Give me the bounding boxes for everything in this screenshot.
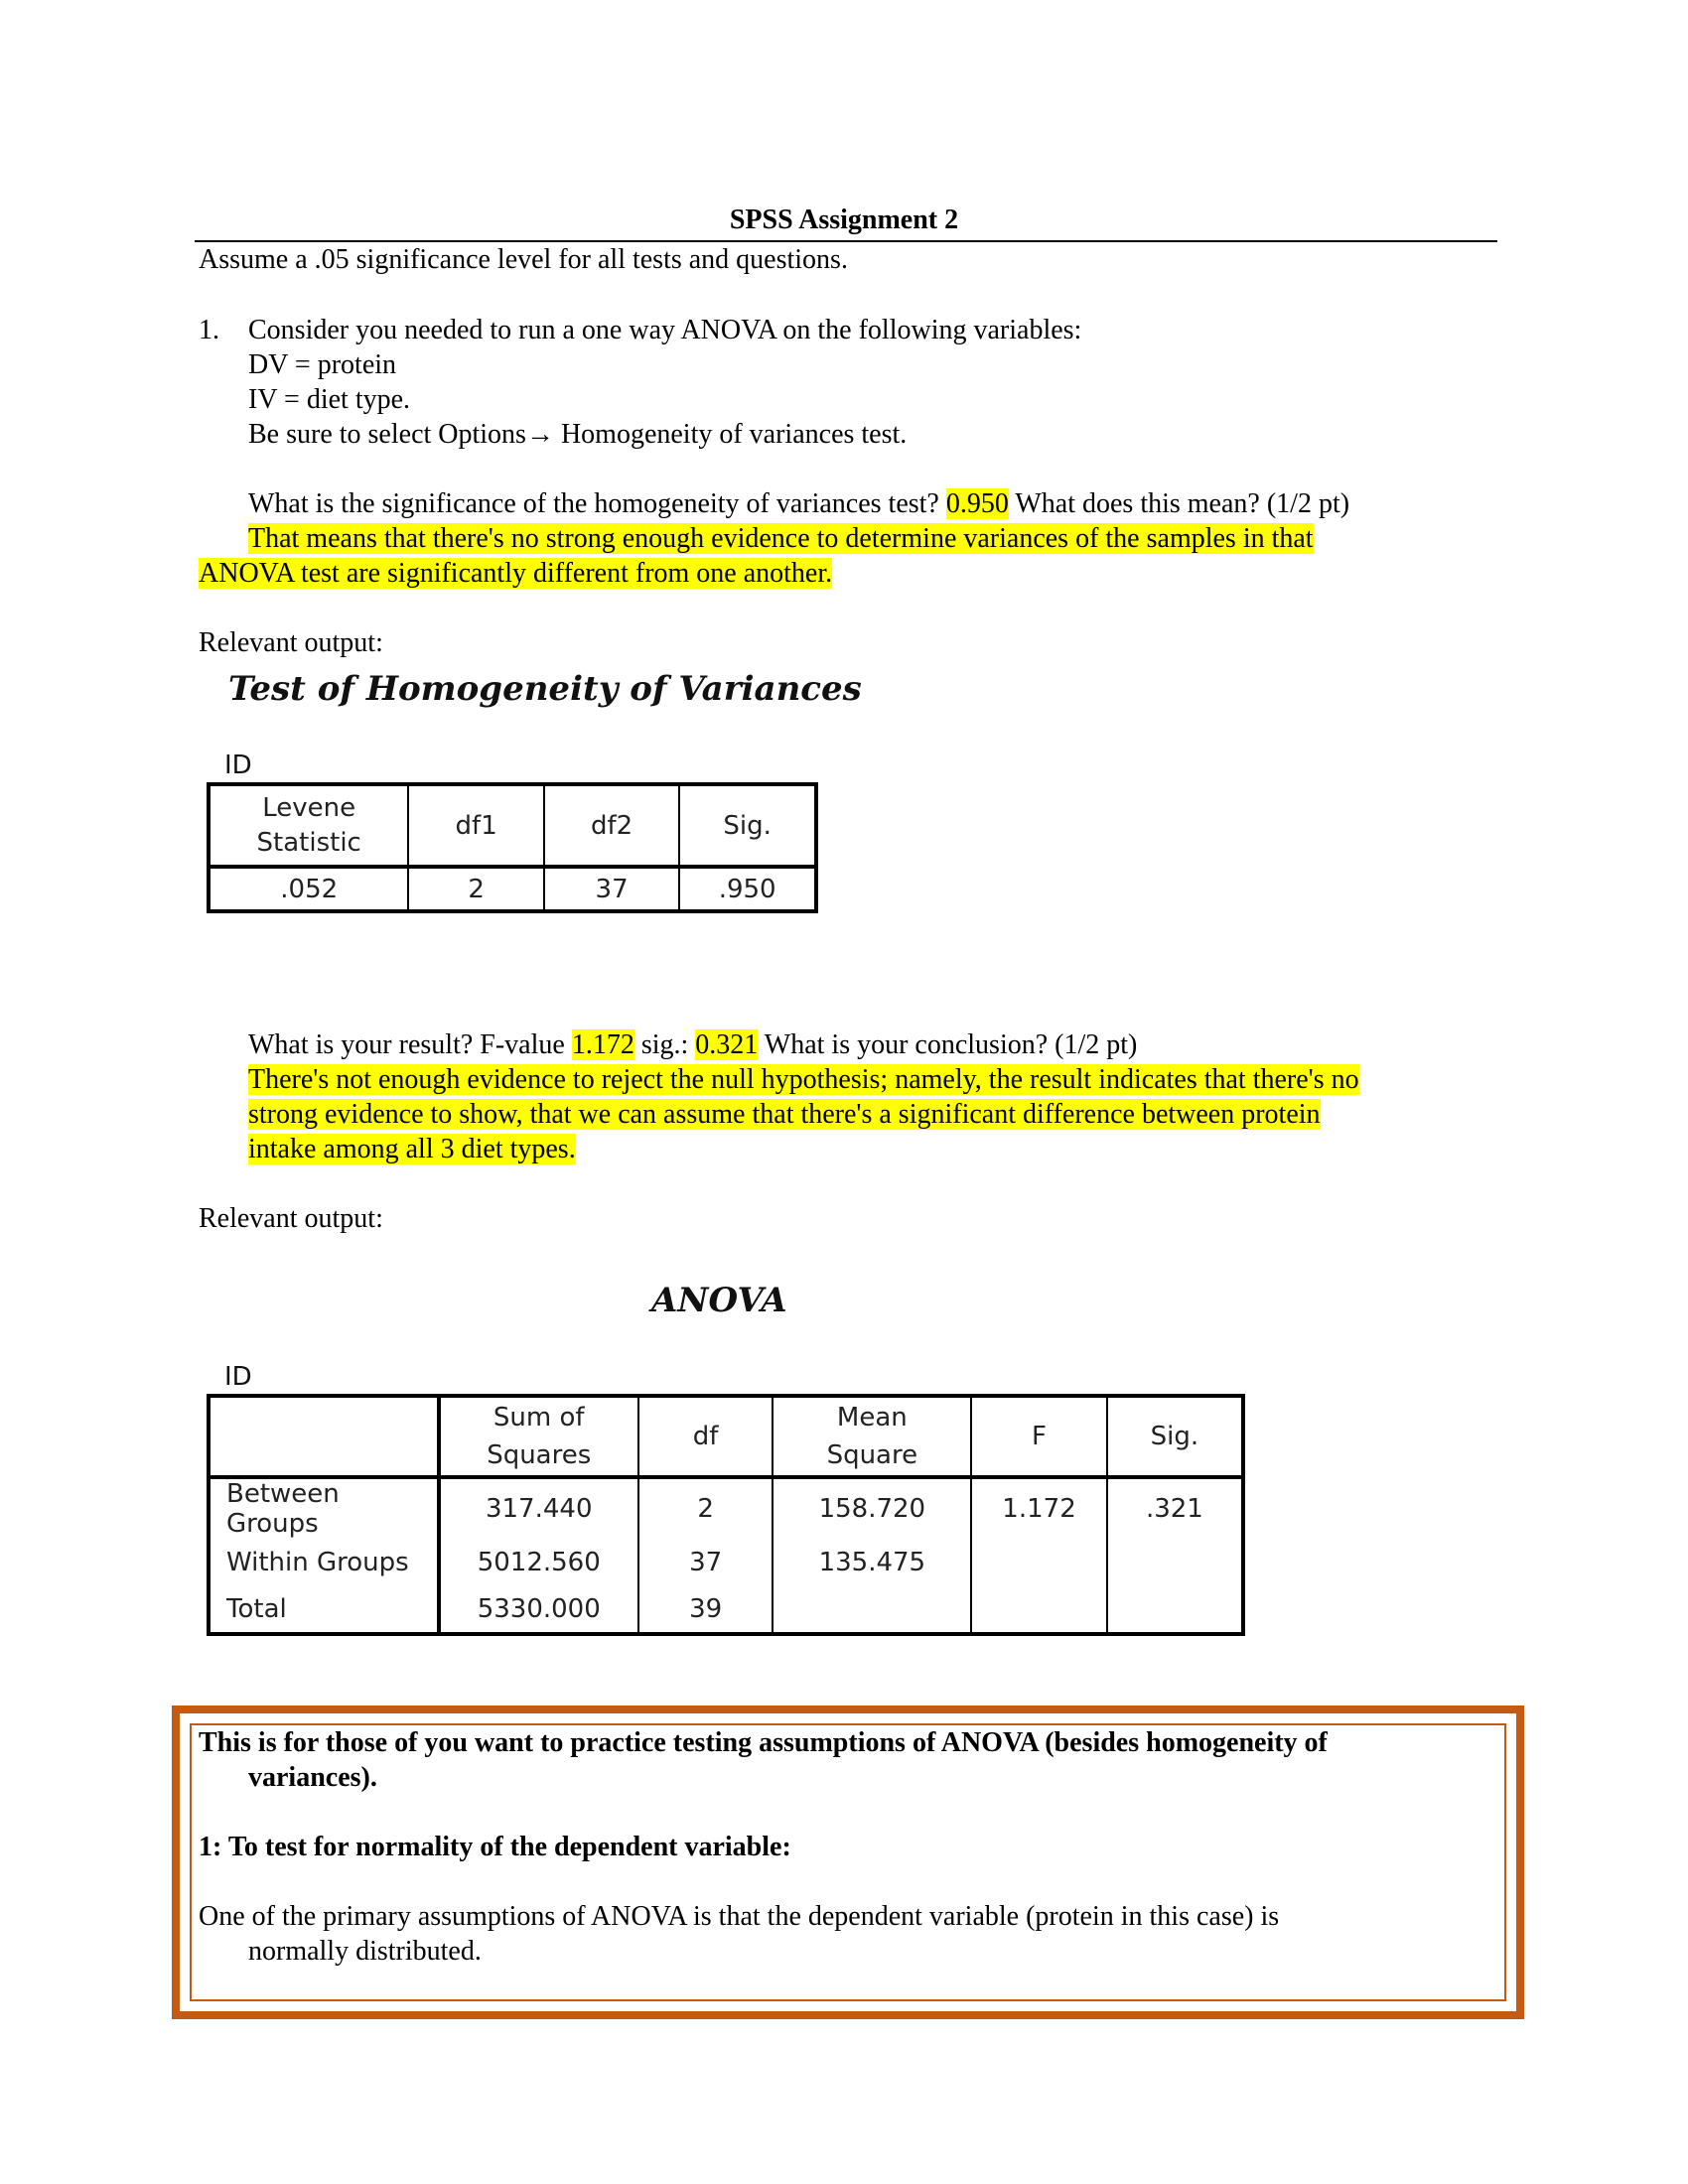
header-df1: df1: [408, 784, 543, 867]
sig-label: sig.:: [640, 1029, 696, 1060]
question-number: 1.: [199, 315, 219, 345]
table-cell: [971, 1586, 1107, 1634]
header-sum-of-squares: Sum of Squares: [439, 1396, 638, 1477]
conclusion-line: strong evidence to show, that we can assume that there's a significant difference between protein: [248, 1099, 1321, 1130]
table-cell: 317.440: [439, 1477, 638, 1539]
practice-body-line: One of the primary assumptions of ANOVA is that the dependent variable (protein in this case) is: [199, 1901, 1280, 1932]
practice-subheading: 1: To test for normality of the dependent variable:: [199, 1832, 791, 1862]
page-title: SPSS Assignment 2: [729, 205, 959, 235]
practice-heading-line: This is for those of you want to practice testing assumptions of ANOVA (besides homogeneity of: [199, 1727, 1328, 1758]
question-line: Consider you needed to run a one way ANOVA on the following variables:: [248, 315, 1082, 345]
homogeneity-table-title: Test of Homogeneity of Variances: [228, 669, 862, 709]
question-line: Be sure to select Options→ Homogeneity of variances test.: [248, 419, 908, 450]
question-line: DV = protein: [248, 349, 397, 380]
homogeneity-answer-line: ANOVA test are significantly different from one another.: [199, 558, 833, 589]
homogeneity-question-prefix: What is the significance of the homogeneity of variances test?: [248, 488, 939, 519]
anova-table: [207, 1394, 1245, 1636]
table-cell: 39: [638, 1586, 774, 1634]
header-sig: Sig.: [723, 810, 772, 841]
table-cell: .321: [1145, 1494, 1203, 1524]
homogeneity-answer-value: 0.950: [945, 488, 1009, 519]
table-cell: [971, 1539, 1107, 1586]
relevant-output-label: Relevant output:: [199, 627, 383, 658]
homogeneity-question-suffix: What does this mean? (1/2 pt): [1015, 488, 1350, 519]
table-cell: 5012.560: [439, 1539, 638, 1586]
table-cell: [1107, 1539, 1243, 1586]
anova-var-label: ID: [224, 1362, 252, 1392]
table-cell: 2: [408, 867, 543, 911]
conclusion-line: intake among all 3 diet types.: [248, 1134, 576, 1164]
table-cell: 5330.000: [439, 1586, 638, 1634]
homogeneity-answer-line: That means that there's no strong enough evidence to determine variances of the samples in that: [248, 523, 1314, 554]
table-cell: [1107, 1586, 1243, 1634]
relevant-output-label: Relevant output:: [199, 1203, 383, 1234]
header-df: df: [638, 1396, 774, 1477]
row-label: Total: [209, 1586, 439, 1634]
header-f: F: [971, 1396, 1107, 1477]
f-value: 1.172: [571, 1029, 634, 1060]
table-cell: 135.475: [773, 1539, 971, 1586]
sig-value: 0.321: [695, 1029, 759, 1060]
result-prefix: What is your result? F-value: [248, 1029, 572, 1060]
table-cell: [773, 1586, 971, 1634]
result-suffix: What is your conclusion? (1/2 pt): [758, 1029, 1138, 1060]
homogeneity-question: [248, 486, 1349, 521]
header-empty: [209, 1396, 439, 1477]
practice-heading-line: variances).: [248, 1762, 377, 1793]
table-cell: 37: [544, 867, 679, 911]
header-sig: Sig.: [1150, 1422, 1199, 1451]
table-cell: 1.172: [971, 1477, 1107, 1539]
anova-table-title: ANOVA: [651, 1281, 787, 1320]
intro-text: Assume a .05 significance level for all tests and questions.: [199, 244, 848, 275]
conclusion-line: There's not enough evidence to reject the null hypothesis; namely, the result indicates that there's no: [248, 1064, 1359, 1095]
table-cell: .950: [718, 874, 776, 904]
question-line: IV = diet type.: [248, 384, 411, 415]
practice-body-line: normally distributed.: [248, 1936, 482, 1967]
table-cell: 158.720: [773, 1477, 971, 1539]
row-label: Between Groups: [209, 1477, 439, 1539]
table-cell: 2: [638, 1477, 774, 1539]
table-cell: 37: [638, 1539, 774, 1586]
header-mean-square: Mean Square: [773, 1396, 971, 1477]
row-label: Within Groups: [209, 1539, 439, 1586]
homogeneity-table: [207, 782, 818, 913]
homogeneity-var-label: ID: [224, 751, 252, 780]
header-levene: Levene Statistic: [209, 784, 408, 867]
header-df2: df2: [544, 784, 679, 867]
result-question: [248, 1027, 1137, 1062]
table-cell: .052: [209, 867, 408, 911]
